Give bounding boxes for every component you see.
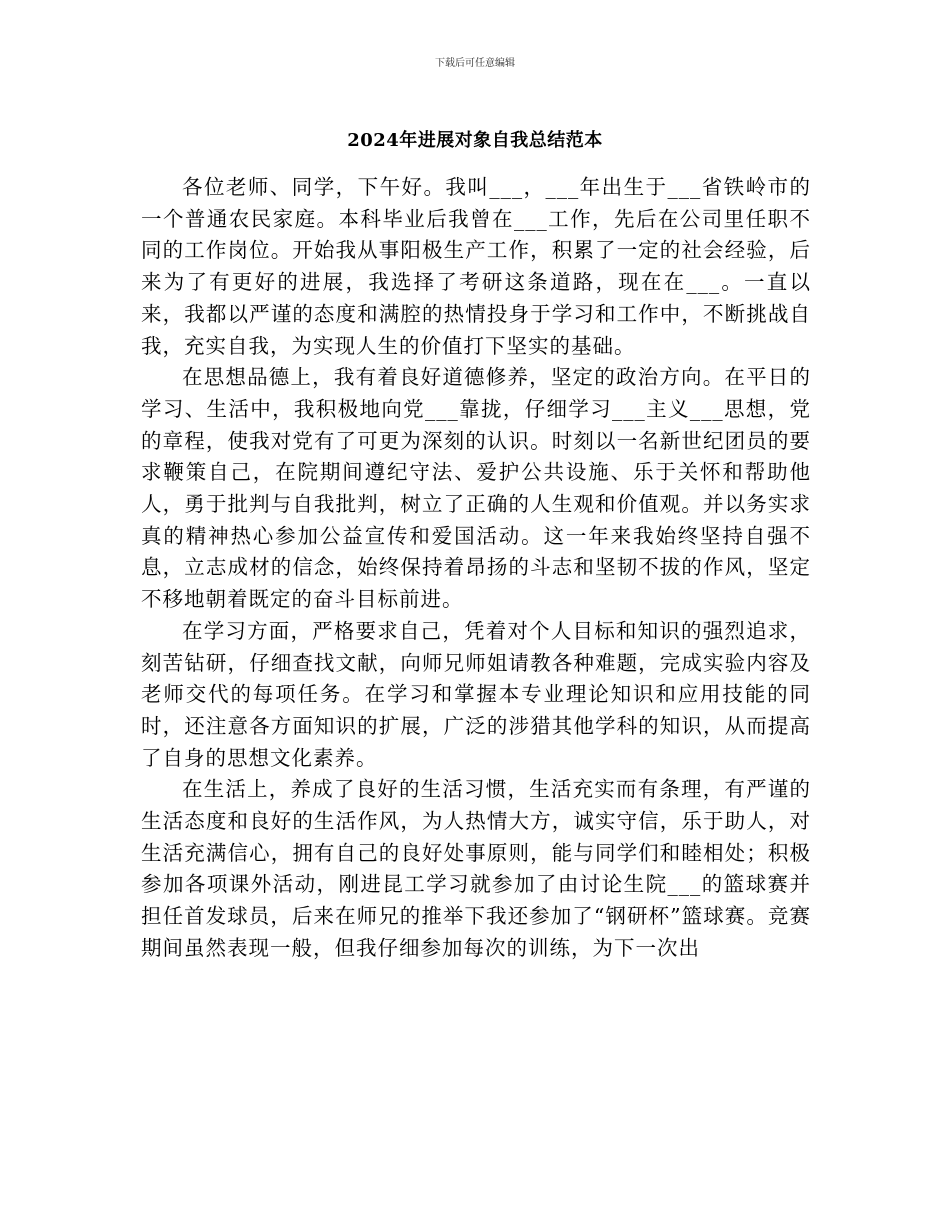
paragraph-moral-character: 在思想品德上，我有着良好道德修养，坚定的政治方向。在平日的学习、生活中，我积极地向党___靠拢，仔细学习___主义___思想，党的章程，使我对党有了可更为深刻的认识。时刻以一名新世纪团员的要求鞭策自己，在院期间遵纪守法、爱护公共设施、乐于关怀和帮助他人，勇于批判与自我批判，树立了正确的人生观和价值观。并以务实求真的精神热心参加公益宣传和爱国活动。这一年来我始终坚持自强不息，立志成材的信念，始终保持着昂扬的斗志和坚韧不拔的作风，坚定不移地朝着既定的奋斗目标前进。 [141, 365, 811, 612]
page-header-note: 下载后可任意编辑 [435, 58, 515, 69]
paragraph-life: 在生活上，养成了良好的生活习惯，生活充实而有条理，有严谨的生活态度和良好的生活作风，为人热情大方，诚实守信，乐于助人，对生活充满信心，拥有自己的良好处事原则，能与同学们和睦相处；积极参加各项课外活动，刚进昆工学习就参加了由讨论生院___的篮球赛并担任首发球员，后来在师兄的推举下我还参加了“钢研杯”篮球赛。竞赛期间虽然表现一般，但我仔细参加每次的训练，为下一次出 [141, 777, 811, 960]
document-title: 2024年进展对象自我总结范本 [347, 130, 603, 151]
paragraph-introduction: 各位老师、同学，下午好。我叫___，___年出生于___省铁岭市的一个普通农民家庭。本科毕业后我曾在___工作，先后在公司里任职不同的工作岗位。开始我从事阳极生产工作，积累了一定的社会经验，后来为了有更好的进展，我选择了考研这条道路，现在在___。一直以来，我都以严谨的态度和满腔的热情投身于学习和工作中，不断挑战自我，充实自我，为实现人生的价值打下坚实的基础。 [141, 175, 811, 358]
paragraph-study: 在学习方面，严格要求自己，凭着对个人目标和知识的强烈追求，刻苦钻研，仔细查找文献，向师兄师姐请教各种难题，完成实验内容及老师交代的每项任务。在学习和掌握本专业理论知识和应用技能的同时，还注意各方面知识的扩展，广泛的涉猎其他学科的知识，从而提高了自身的思想文化素养。 [141, 618, 811, 770]
document-body [141, 172, 811, 965]
